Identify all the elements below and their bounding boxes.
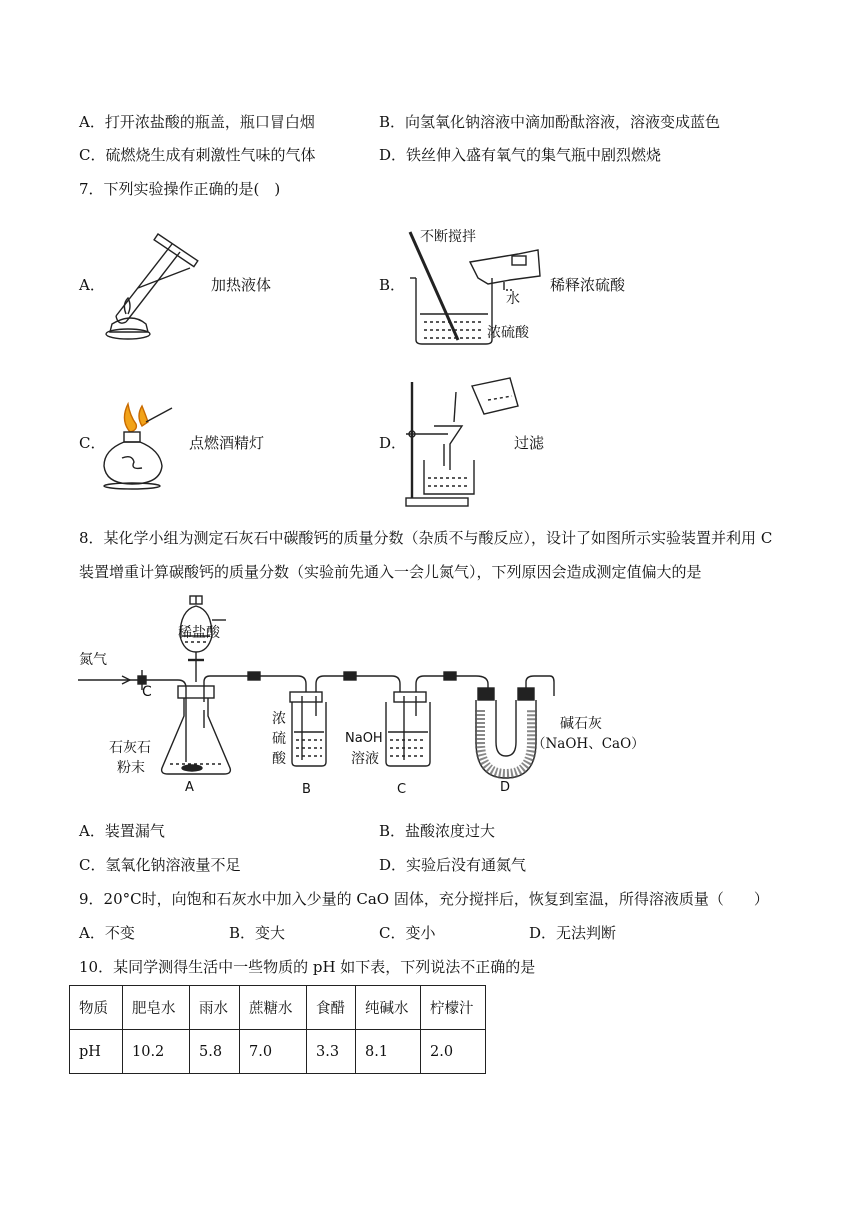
experiment-apparatus-diagram [76, 592, 636, 804]
naoh-label-2: 溶液 [351, 751, 379, 767]
q7-option-d-letter: D． [379, 434, 407, 452]
q6-option-b: B．向氢氧化钠溶液中滴加酚酞溶液，溶液变成蓝色 [379, 113, 721, 131]
apparatus-a-label: A [185, 780, 194, 795]
heating-liquid-illustration [98, 228, 204, 340]
q9-option-c: C．变小 [379, 924, 436, 942]
table-cell: 10.2 [123, 1030, 190, 1074]
q8-option-d: D．实验后没有通氮气 [379, 856, 527, 874]
q8-option-a: A．装置漏气 [79, 822, 165, 840]
conc-sulfuric-label-1: 浓 [272, 711, 286, 727]
soda-lime-label: 碱石灰 [560, 716, 602, 732]
q9-option-d: D．无法判断 [529, 924, 617, 942]
conc-sulfuric-label-2: 硫 [272, 731, 286, 747]
q6-option-a: A．打开浓盐酸的瓶盖，瓶口冒白烟 [79, 113, 315, 131]
q7-stem: 7．下列实验操作正确的是( ) [79, 180, 281, 198]
table-cell: pH [70, 1030, 123, 1074]
limestone-label-1: 石灰石 [109, 740, 151, 756]
q7-option-a-letter: A． [79, 276, 105, 294]
conc-sulfuric-label-3: 酸 [272, 751, 286, 767]
apparatus-b-label: B [302, 782, 311, 797]
q6-option-c: C．硫燃烧生成有刺激性气味的气体 [79, 146, 316, 164]
ph-table [69, 985, 486, 1074]
q9-option-a: A．不变 [79, 924, 135, 942]
clamp-c-label: C [142, 684, 152, 700]
table-header-row [70, 986, 486, 1030]
table-cell: 7.0 [240, 1030, 307, 1074]
naoh-label-1: NaOH [345, 731, 383, 746]
q7-option-a-label: 加热液体 [211, 276, 272, 294]
limestone-label-2: 粉末 [117, 760, 145, 776]
table-cell: 肥皂水 [123, 986, 190, 1030]
stir-label: 不断搅拌 [420, 229, 476, 245]
table-cell: 蔗糖水 [240, 986, 307, 1030]
q8-option-c: C．氢氧化钠溶液量不足 [79, 856, 241, 874]
table-cell: 2.0 [421, 1030, 486, 1074]
table-cell: 纯碱水 [356, 986, 421, 1030]
q8-option-b: B．盐酸浓度过大 [379, 822, 496, 840]
q8-stem-line2: 装置增重计算碳酸钙的质量分数（实验前先通入一会儿氮气），下列原因会造成测定值偏大的是 [79, 563, 702, 581]
table-cell: 3.3 [307, 1030, 356, 1074]
q7-option-b-label: 稀释浓硫酸 [550, 276, 626, 294]
q10-stem: 10．某同学测得生活中一些物质的 pH 如下表，下列说法不正确的是 [79, 958, 536, 976]
q6-option-d: D．铁丝伸入盛有氧气的集气瓶中剧烈燃烧 [379, 146, 662, 164]
q8-stem-line1: 8．某化学小组为测定石灰石中碳酸钙的质量分数（杂质不与酸反应），设计了如图所示实验装置并利用 C [79, 529, 773, 547]
q7-option-c-letter: C． [79, 434, 106, 452]
table-cell: 物质 [70, 986, 123, 1030]
q9-option-b: B．变大 [229, 924, 286, 942]
q7-option-c-label: 点燃酒精灯 [189, 434, 265, 452]
conc-acid-label: 浓硫酸 [487, 325, 529, 341]
soda-lime-formula: （NaOH、CaO） [532, 736, 645, 752]
water-label: 水 [506, 291, 520, 307]
nitrogen-label: 氮气 [79, 652, 107, 668]
table-cell: 8.1 [356, 1030, 421, 1074]
q7-option-b-letter: B． [379, 276, 406, 294]
table-cell: 食醋 [307, 986, 356, 1030]
table-cell: 5.8 [190, 1030, 240, 1074]
table-row [70, 1030, 486, 1074]
lighting-lamp-illustration [100, 396, 174, 490]
filtration-illustration [400, 374, 526, 508]
apparatus-d-label: D [500, 780, 511, 795]
apparatus-c-label: C [397, 782, 407, 797]
dilute-hcl-label: 稀盐酸 [178, 625, 220, 641]
q7-option-d-label: 过滤 [514, 434, 545, 452]
table-cell: 雨水 [190, 986, 240, 1030]
q9-stem: 9．20°C时，向饱和石灰水中加入少量的 CaO 固体，充分搅拌后，恢复到室温，所得溶液质量（ ） [79, 890, 769, 908]
table-cell: 柠檬汁 [421, 986, 486, 1030]
